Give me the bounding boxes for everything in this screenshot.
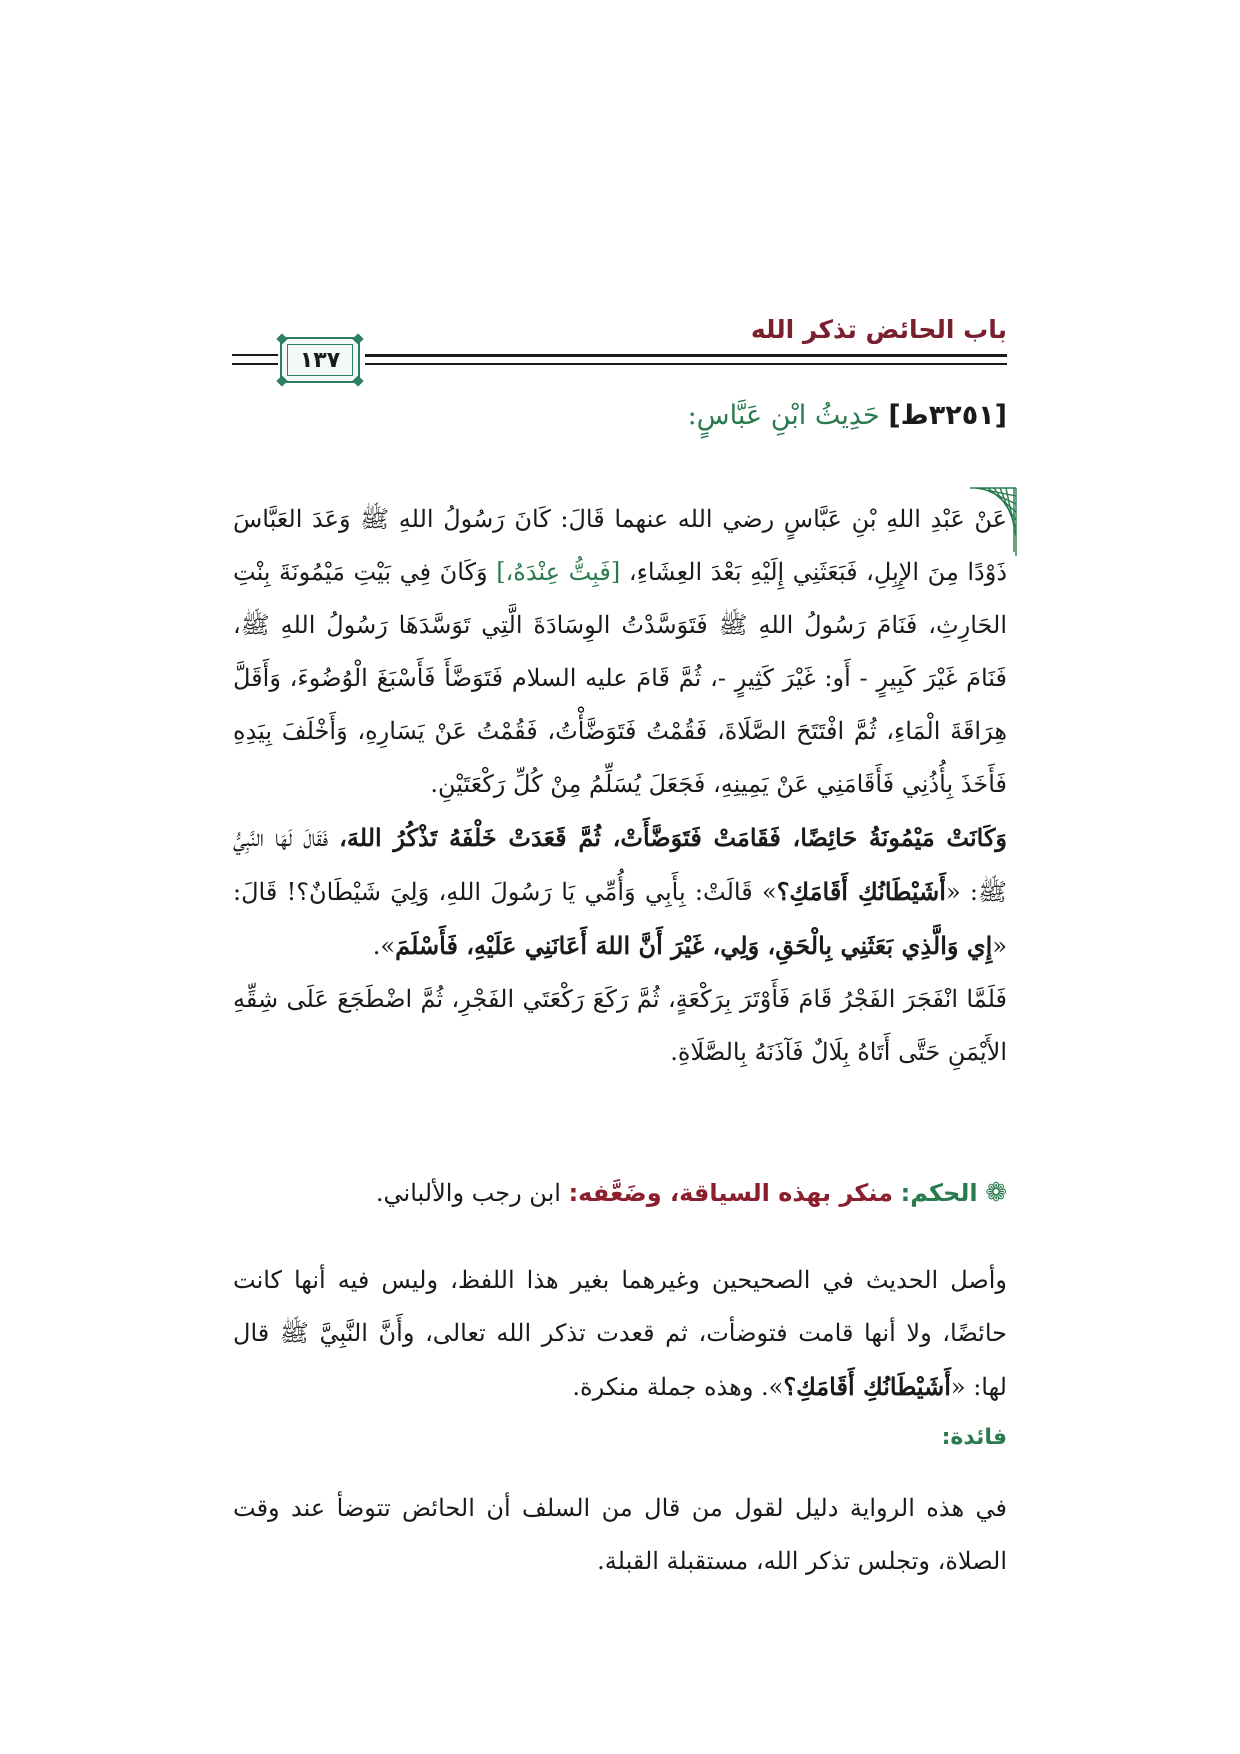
hadith-text-span: عَنْ عَبْدِ اللهِ بْنِ عَبَّاسٍ رضي الله عنهما قَالَ: كَانَ رَسُولُ اللهِ ﷺ وَعَدَ العَبَّاسَ ذَوْدًا مِنَ الإِبِلِ، فَبَعَثَنِي إِلَيْهِ بَعْدَ العِشَاءِ، [233, 505, 1008, 586]
flower-ornament-icon: ❁ [985, 1178, 1007, 1208]
frame-corner-icon [276, 333, 287, 344]
hadith-text [233, 493, 1007, 1079]
hadith-text-span: » قَالَتْ: بِأَبِي وَأُمِّي يَا رَسُولَ اللهِ، وَلِيَ شَيْطَانٌ؟! قَالَ: « [233, 878, 1007, 960]
hadith-paragraph-3: فَلَمَّا انْفَجَرَ الفَجْرُ قَامَ فَأَوْتَرَ بِرَكْعَةٍ، ثُمَّ رَكَعَ رَكْعَتَي الفَجْرِ، ثُمَّ اضْطَجَعَ عَلَى شِقِّهِ الأَيْمَنِ حَتَّى أَتَاهُ بِلَالٌ فَآذَنَهُ بِالصَّلَاةِ. [233, 985, 1007, 1066]
commentary-bold-span: أَشَيْطَانُكِ أَقَامَكِ؟ [783, 1372, 951, 1401]
page-number: ١٣٧ [287, 344, 353, 376]
commentary-paragraph [233, 1254, 1007, 1414]
commentary-text-span: وأصل الحديث في الصحيحين وغيرهما بغير هذا اللفظ، وليس فيه أنها كانت حائضًا، ولا أنها قامت فتوضأت، ثم قعدت تذكر الله تعالى، وأَنَّ النَّبِيَّ ﷺ قال لها: « [233, 1266, 1007, 1401]
header-rule-bottom [365, 363, 1007, 365]
commentary-text-span: ». وهذه جملة منكرة. [572, 1373, 784, 1401]
frame-corner-icon [276, 375, 287, 386]
hadith-bold-span: وَكَانَتْ مَيْمُونَةُ حَائِضًا، فَقَامَتْ فَتَوَضَّأَتْ، ثُمَّ قَعَدَتْ خَلْفَهُ تَذْكُرُ اللهَ، [339, 823, 1007, 852]
header-rule-left-top [232, 354, 278, 356]
ruling-label: الحكم: [900, 1179, 978, 1207]
section-title: حَدِيثُ ابْنِ عَبَّاسٍ: [687, 400, 880, 431]
frame-corner-icon [352, 333, 363, 344]
hadith-footnote-insert: [فَبِتُّ عِنْدَهُ،] [496, 558, 621, 586]
hadith-text-span: وَكَانَ فِي بَيْتِ مَيْمُونَةَ بِنْتِ الحَارِثِ، فَنَامَ رَسُولُ اللهِ ﷺ فَتَوَسَّدْتُ الوِسَادَةَ الَّتِي تَوَسَّدَهَا رَسُولُ اللهِ ﷺ، فَنَامَ غَيْرَ كَبِيرٍ - أَو: غَيْرَ كَثِيرٍ -، ثُمَّ قَامَ عليه السلام فَتَوَضَّأَ فَأَسْبَغَ الْوُضُوءَ، وَأَقَلَّ هِرَاقَةَ الْمَاءِ، ثُمَّ افْتَتَحَ الصَّلَاةَ، فَقُمْتُ فَتَوَضَّأْتُ، فَقُمْتُ عَنْ يَسَارِهِ، وَأَخْلَفَ بِيَدِهِ فَأَخَذَ بِأُذُنِي فَأَقَامَنِي عَنْ يَمِينِهِ، فَجَعَلَ يُسَلِّمُ مِنْ كُلِّ رَكْعَتَيْنِ. [233, 558, 1007, 798]
hadith-bold-span: إِي وَالَّذِي بَعَثَنِي بِالْحَقِ، وَلِي، غَيْرَ أَنَّ اللهَ أَعَانَنِي عَلَيْهِ، فَأَسْلَمَ [395, 931, 993, 960]
ruling-grade: منكر بهذه السياقة، وضَعَّفه: [568, 1179, 893, 1207]
benefit-label: فائدة: [941, 1425, 1007, 1450]
hadith-paragraph-1 [233, 493, 1007, 811]
frame-corner-icon [352, 375, 363, 386]
hadith-code: [٣٢٥١ط] [888, 400, 1007, 431]
benefit-paragraph: في هذه الرواية دليل لقول من قال من السلف أن الحائض تتوضأ عند وقت الصلاة، وتجلس تذكر الله، مستقبلة القبلة. [233, 1494, 1008, 1575]
running-header-title: باب الحائض تذكر الله [750, 315, 1007, 344]
hadith-text-span: ». [372, 932, 396, 960]
ruling-authorities: ابن رجب والألباني. [375, 1179, 561, 1207]
hadith-text-span: فَقَالَ لَهَا النَّبِيُّ ﷺ: « [233, 824, 1008, 906]
header-rule-left-bottom [232, 363, 278, 365]
ruling-line [376, 1178, 1007, 1208]
header-rule-top [365, 354, 1007, 357]
ornate-frame-icon [280, 337, 360, 383]
section-heading [688, 400, 1007, 431]
hadith-bold-span: أَشَيْطَانُكِ أَقَامَكِ؟ [776, 877, 946, 906]
hadith-paragraph-2 [233, 811, 1007, 973]
